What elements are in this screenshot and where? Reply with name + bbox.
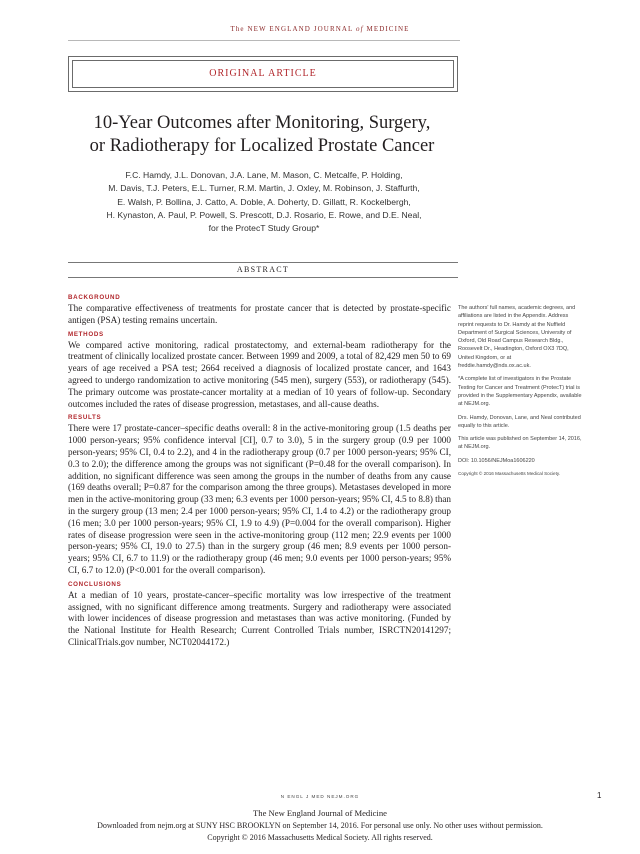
conclusions-text: At a median of 10 years, prostate-cancer–specific mortality was low irrespective of the treatment assigned, with no significant difference among treatments. Surgery and radiotherapy were associated with lower incidences of disease progression and metastases than was active monitoring. (Funded by the National Institute for Health Research; Current Controlled Trials number, ISRCTN20141297; ClinicalTrials.gov number, NCT02044172.) xyxy=(68,589,451,647)
journal-header xyxy=(0,25,640,33)
footer-journal-name: The New England Journal of Medicine xyxy=(253,808,387,818)
title-line-2: or Radiotherapy for Localized Prostate Cancer xyxy=(89,136,435,156)
background-text: The comparative effectiveness of treatments for prostate cancer that is detected by prostate-specific antigen (PSA) testing remains uncertain. xyxy=(68,303,451,325)
background-heading: BACKGROUND xyxy=(68,294,121,301)
results-text: There were 17 prostate-cancer–specific deaths overall: 8 in the active-monitoring group (1.5 deaths per 1000 person-years; 95% confidence interval [CI], 0.7 to 3.0), 5 in the surgery group (0.9 per 1000 person-years; 95% CI, 0.4 to 2.2), and 4 in the radiotherapy group (0.7 per 1000 person-years; 95% CI, 0.3 to 2.0); the difference among the groups was not significant (P=0.48 for the overall comparison). In addition, no significant difference was seen among the groups in the number of deaths from any cause (169 deaths overall; P=0.87 for the comparison among the three groups). Metastases developed in more men in the active-monitoring group (33 men; 6.3 events per 1000 person-years; 95% CI, 4.5 to 8.8) than in the surgery group (13 men; 2.4 per 1000 person-years; 95% CI, 1.4 to 4.2) or the radiotherapy group (16 men; 3.0 per 1000 person-years; 95% CI, 1.9 to 4.9) (P=0.004 for the overall comparison). Higher rates of disease progression were seen in the active-monitoring group (112 men; 22.9 events per 1000 person-years; 95% CI, 19.0 to 27.5) than in the surgery group (46 men; 8.9 events per 1000 person-years; 95% CI, 6.7 to 11.9) or the radiotherapy group (46 men; 9.0 events per 1000 person-years; 95% CI, 6.7 to 12.0) (P<0.001 for the overall comparison). xyxy=(68,423,451,575)
authors-line-5: for the ProtecT Study Group* xyxy=(208,223,320,234)
authors-line-4: H. Kynaston, A. Paul, P. Powell, S. Prescott, D.J. Rosario, E. Rowe, and D.E. Neal, xyxy=(106,209,422,220)
methods-heading: METHODS xyxy=(68,330,104,338)
article-title xyxy=(40,112,484,158)
authors-line-2: M. Davis, T.J. Peters, E.L. Turner, R.M. Martin, J. Oxley, M. Robinson, J. Staffurth, xyxy=(108,183,420,194)
authors-line-1: F.C. Hamdy, J.L. Donovan, J.A. Lane, M. Mason, C. Metcalfe, P. Holding, xyxy=(125,170,403,180)
journal-name-of: of xyxy=(356,25,364,33)
methods-text: We compared active monitoring, radical prostatectomy, and external-beam radiotherapy for the treatment of clinically localized prostate cancer. Between 1999 and 2009, a total of 82,429 men 50 to 69 years of age received a PSA test; 2664 received a diagnosis of localized prostate cancer, and 1643 agreed to undergo randomization to active monitoring (545 men), surgery (553), or radiotherapy (545). The primary outcome was prostate-cancer mortality at a median of 10 years of follow-up. Secondary outcomes included the rates of disease progression, metastases, and all-cause deaths. xyxy=(68,339,451,409)
abstract-label: ABSTRACT xyxy=(236,265,290,274)
abstract-body xyxy=(68,290,451,651)
journal-name-pre: The NEW ENGLAND JOURNAL xyxy=(230,25,354,33)
download-notice: Downloaded from nejm.org at SUNY HSC BROOKLYN on September 14, 2016. For personal use only. No other uses without permission. xyxy=(97,821,543,830)
sidebar-notes xyxy=(458,304,582,483)
results-heading: RESULTS xyxy=(68,414,102,422)
running-footer: N ENGL J MED NEJM.ORG xyxy=(280,794,360,799)
contributed-note: Drs. Hamdy, Donovan, Lane, and Neal contributed equally to this article. xyxy=(458,414,581,429)
author-list xyxy=(58,169,470,235)
affiliations-note: The authors' full names, academic degrees, and affiliations are listed in the Appendix. Address reprint requests to Dr. Hamdy at the Nuffield Department of Surgical Sciences, University of Oxford, Old Road Campus Research Bldg., Roosevelt Dr., Headington, Oxford OX3 7DQ, United Kingdom, or at freddie.hamdy@nds.ox.ac.uk. xyxy=(458,305,576,370)
journal-name-post: MEDICINE xyxy=(366,25,410,33)
header-rule xyxy=(68,40,460,41)
page-number: 1 xyxy=(597,791,602,800)
published-note: This article was published on September 14, 2016, at NEJM.org. xyxy=(458,436,582,451)
copyright-note: Copyright © 2016 Massachusetts Medical Society. xyxy=(458,471,561,477)
authors-line-3: E. Walsh, P. Bollina, J. Catto, A. Doble, A. Doherty, D. Gillatt, R. Kockelbergh, xyxy=(117,196,411,207)
conclusions-heading: CONCLUSIONS xyxy=(68,580,122,588)
investigators-note: *A complete list of investigators in the Prostate Testing for Cancer and Treatment (ProtecT) trial is provided in the Supplementary Appendix, available at NEJM.org. xyxy=(458,376,582,408)
doi-note: DOI: 10.1056/NEJMoa1606220 xyxy=(458,457,535,464)
title-line-1: 10-Year Outcomes after Monitoring, Surgery, xyxy=(93,113,431,133)
footer-copyright: Copyright © 2016 Massachusetts Medical Society. All rights reserved. xyxy=(207,833,433,842)
article-type-label: ORIGINAL ARTICLE xyxy=(209,68,317,79)
